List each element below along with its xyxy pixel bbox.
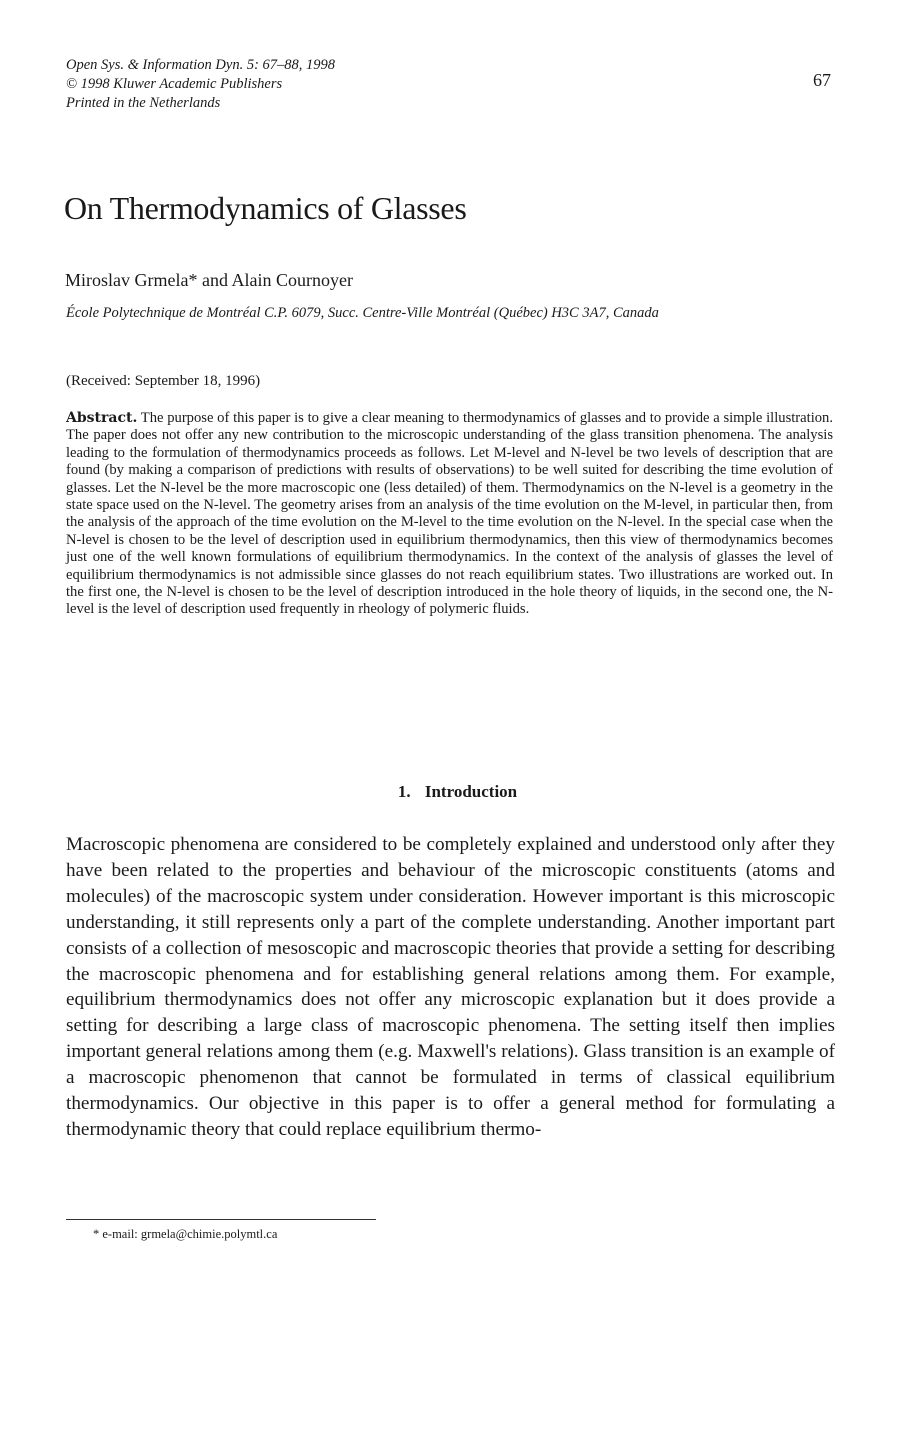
received-date: (Received: September 18, 1996) [66,373,261,389]
paper-title: On Thermodynamics of Glasses [64,190,467,226]
section-heading [0,782,915,802]
copyright-line: © 1998 Kluwer Academic Publishers [66,76,283,92]
abstract-label: Abstract. [66,410,138,426]
section-title: Introduction [424,782,518,801]
journal-header [66,56,335,113]
section-number: 1. [397,782,411,801]
footnote: * e-mail: grmela@chimie.polymtl.ca [93,1227,278,1241]
abstract-text: The purpose of this paper is to give a clear meaning to thermodynamics of glasses and to provide a simple illustration. The paper does not offer any new contribution to the microscopic understanding of the glass transition phenomena. The analysis leading to the formulation of thermodynamics proceeds as follows. Let M-level and N-level be two levels of description that are found (by making a comparison of predictions with results of observations) to be well suited for describing the time evolution of glasses. Let the N-level be the more macroscopic one (less detailed) of them. Thermodynamics on the N-level is a geometry in the state space used on the N-level. The geometry arises from an analysis of the time evolution on the M-level, in particular then, from the analysis of the approach of the time evolution on the M-level to the time evolution on the N-level. In the special case when the N-level is chosen to be the level of description used in equilibrium thermodynamics, then this view of thermodynamics becomes just one of the well known formulations of equilibrium thermodynamics. In the context of the analysis of glasses the level of equilibrium thermodynamics is not admissible since glasses do not reach equilibrium states. Two illustrations are worked out. In the first one, the N-level is chosen to be the level of description introduced in the hole theory of liquids, in the second one, the N-level is the level of description used frequently in rheology of polymeric fluids. [66,410,833,618]
intro-paragraph: Macroscopic phenomena are considered to be completely explained and understood only after they have been related to the properties and behaviour of the microscopic constituents (atoms and molecules) of the macroscopic system under consideration. However important is this microscopic understanding, it still represents only a part of the complete understanding. Another important part consists of a collection of mesoscopic and macroscopic theories that provide a setting for describing the macroscopic phenomena and for establishing general relations among them. For example, equilibrium thermodynamics does not offer any microscopic explanation but it does provide a setting for describing a large class of macroscopic phenomena. The setting itself then implies important general relations among them (e.g. Maxwell's relations). Glass transition is an example of a macroscopic phenomenon that cannot be formulated in terms of classical equilibrium thermodynamics. Our objective in this paper is to offer a general method for formulating a thermodynamic theory that could replace equilibrium thermo- [66,834,835,1140]
journal-citation: Open Sys. & Information Dyn. 5: 67–88, 1998 [66,57,336,73]
authors: Miroslav Grmela* and Alain Cournoyer [65,270,353,290]
printed-line: Printed in the Netherlands [66,95,221,111]
affiliation: École Polytechnique de Montréal C.P. 6079, Succ. Centre-Ville Montréal (Québec) H3C 3A7, Canada [66,305,659,321]
footnote-divider [66,1219,376,1220]
abstract [66,410,833,619]
page-number: 67 [813,70,831,90]
